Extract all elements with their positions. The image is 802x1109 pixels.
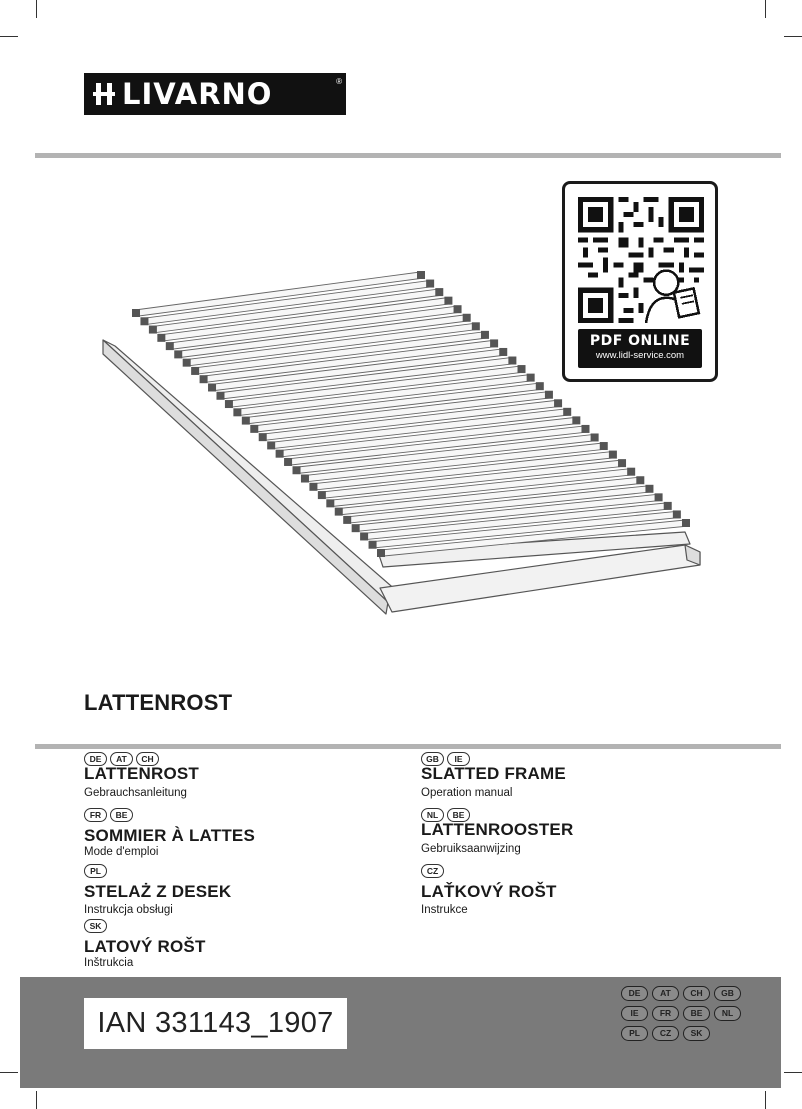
lang-entry-pl	[84, 864, 231, 916]
lang-badge: SK	[84, 919, 107, 933]
slat-cap	[618, 459, 626, 467]
slat-cap	[563, 408, 571, 416]
lang-title: LATTENROOSTER	[421, 820, 574, 839]
lang-badge: CZ	[421, 864, 444, 878]
slat-cap	[326, 499, 334, 507]
slat-cap	[377, 549, 385, 557]
slat-cap	[545, 391, 553, 399]
country-badge: IE	[621, 1006, 648, 1021]
slat-cap	[454, 305, 462, 313]
slat-cap	[499, 348, 507, 356]
slat-cap	[481, 331, 489, 339]
slat-cap	[600, 442, 608, 450]
lang-entry-cz	[421, 864, 557, 916]
crop-mark	[36, 1091, 37, 1109]
lang-title: LAŤKOVÝ ROŠT	[421, 882, 557, 901]
slat-cap	[682, 519, 690, 527]
lang-subtitle: Instrukce	[421, 904, 468, 916]
slat-cap	[140, 317, 148, 325]
lang-title: SLATTED FRAME	[421, 764, 566, 783]
lang-badge: DE	[84, 752, 107, 766]
slat-cap	[581, 425, 589, 433]
slat-cap	[527, 374, 535, 382]
lang-entry-sk	[84, 919, 206, 969]
lang-entry-nl	[421, 808, 573, 855]
lang-badge: IE	[447, 752, 470, 766]
slat-cap	[318, 491, 326, 499]
slat-cap	[267, 441, 275, 449]
slat-cap	[335, 508, 343, 516]
slat-cap	[216, 392, 224, 400]
country-badge: CH	[683, 986, 710, 1001]
country-badge: DE	[621, 986, 648, 1001]
country-badge: NL	[714, 1006, 741, 1021]
slat-cap	[233, 408, 241, 416]
pdf-online-title: PDF ONLINE	[589, 333, 691, 349]
top-rule	[35, 153, 781, 158]
slat-cap	[444, 297, 452, 305]
slat-cap	[360, 532, 368, 540]
slatted-frame-illustration	[95, 262, 705, 622]
country-badge: AT	[652, 986, 679, 1001]
slat-cap	[200, 375, 208, 383]
country-badge: SK	[683, 1026, 710, 1041]
crop-mark	[784, 1072, 802, 1073]
lang-title: LATTENROST	[84, 764, 200, 783]
slat-cap	[636, 476, 644, 484]
slat-cap	[352, 524, 360, 532]
lang-badge: GB	[421, 752, 444, 766]
lang-subtitle: Inštrukcia	[84, 957, 134, 969]
lang-entry-de	[84, 752, 199, 799]
slat-cap	[166, 342, 174, 350]
country-badge: FR	[652, 1006, 679, 1021]
slat-cap	[250, 425, 258, 433]
slat-cap	[472, 322, 480, 330]
ian-number: IAN 331143_1907	[97, 1007, 334, 1039]
crop-mark	[765, 0, 766, 18]
slat-cap	[309, 483, 317, 491]
slat-cap	[132, 309, 140, 317]
slat-cap	[572, 416, 580, 424]
crop-mark	[0, 1072, 18, 1073]
ian-box	[84, 998, 347, 1049]
slat-cap	[536, 382, 544, 390]
slat-cap	[673, 510, 681, 518]
lang-badge: PL	[84, 864, 107, 878]
crop-mark	[765, 1091, 766, 1109]
lang-badges	[84, 864, 231, 879]
slat-cap	[463, 314, 471, 322]
crop-mark	[784, 36, 802, 37]
crop-mark	[36, 0, 37, 18]
brand-name: LIVARNO	[122, 77, 273, 111]
slat-cap	[284, 458, 292, 466]
lang-badge: BE	[110, 808, 133, 822]
slat-cap	[609, 451, 617, 459]
country-badge: PL	[621, 1026, 648, 1041]
lang-subtitle: Instrukcja obsługi	[84, 904, 173, 916]
crop-mark	[0, 36, 18, 37]
product-title: LATTENROST	[84, 690, 233, 715]
lang-badge: CH	[136, 752, 159, 766]
slat-cap	[149, 326, 157, 334]
slat-cap	[490, 339, 498, 347]
lang-badges	[84, 808, 255, 823]
brand-logo	[84, 73, 346, 115]
slat-cap	[259, 433, 267, 441]
middle-rule	[35, 744, 781, 749]
lang-badge: AT	[110, 752, 133, 766]
registered-mark: ®	[336, 77, 342, 86]
footer-band	[20, 977, 781, 1088]
lang-subtitle: Operation manual	[421, 787, 513, 799]
lang-title: STELAŻ Z DESEK	[84, 882, 232, 901]
slat-cap	[293, 466, 301, 474]
country-badge: CZ	[652, 1026, 679, 1041]
pdf-online-url: www.lidl-service.com	[595, 350, 685, 361]
country-badge: BE	[683, 1006, 710, 1021]
lang-badge: NL	[421, 808, 444, 822]
slat-cap	[508, 357, 516, 365]
slat-cap	[301, 475, 309, 483]
slat-cap	[518, 365, 526, 373]
slat-cap	[183, 359, 191, 367]
slat-cap	[554, 399, 562, 407]
slat-cap	[655, 493, 663, 501]
slat-cap	[664, 502, 672, 510]
lang-subtitle: Gebruiksaanwijzing	[421, 843, 521, 855]
slat-cap	[343, 516, 351, 524]
lang-badges	[421, 864, 557, 879]
slat-cap	[208, 383, 216, 391]
lang-badge: FR	[84, 808, 107, 822]
lang-badge: BE	[447, 808, 470, 822]
lang-subtitle: Gebrauchsanleitung	[84, 787, 187, 799]
slat-cap	[645, 485, 653, 493]
lang-badges	[84, 919, 206, 934]
lang-subtitle: Mode d'emploi	[84, 846, 159, 858]
brand-mark-icon	[93, 83, 115, 105]
lang-title: LATOVÝ ROŠT	[84, 937, 206, 956]
slat-cap	[627, 468, 635, 476]
slat-cap	[435, 288, 443, 296]
lang-title: SOMMIER À LATTES	[84, 826, 255, 845]
slat-cap	[369, 541, 377, 549]
slat-cap	[591, 433, 599, 441]
slat-cap	[276, 450, 284, 458]
slat-cap	[157, 334, 165, 342]
slat-cap	[426, 280, 434, 288]
country-badge: GB	[714, 986, 741, 1001]
slat-cap	[191, 367, 199, 375]
footer-country-badges	[621, 986, 745, 1041]
slat-cap	[174, 350, 182, 358]
lang-entry-gb	[421, 752, 566, 799]
lang-entry-fr	[84, 808, 255, 858]
slat-cap	[417, 271, 425, 279]
slat-cap	[225, 400, 233, 408]
slat-cap	[242, 417, 250, 425]
